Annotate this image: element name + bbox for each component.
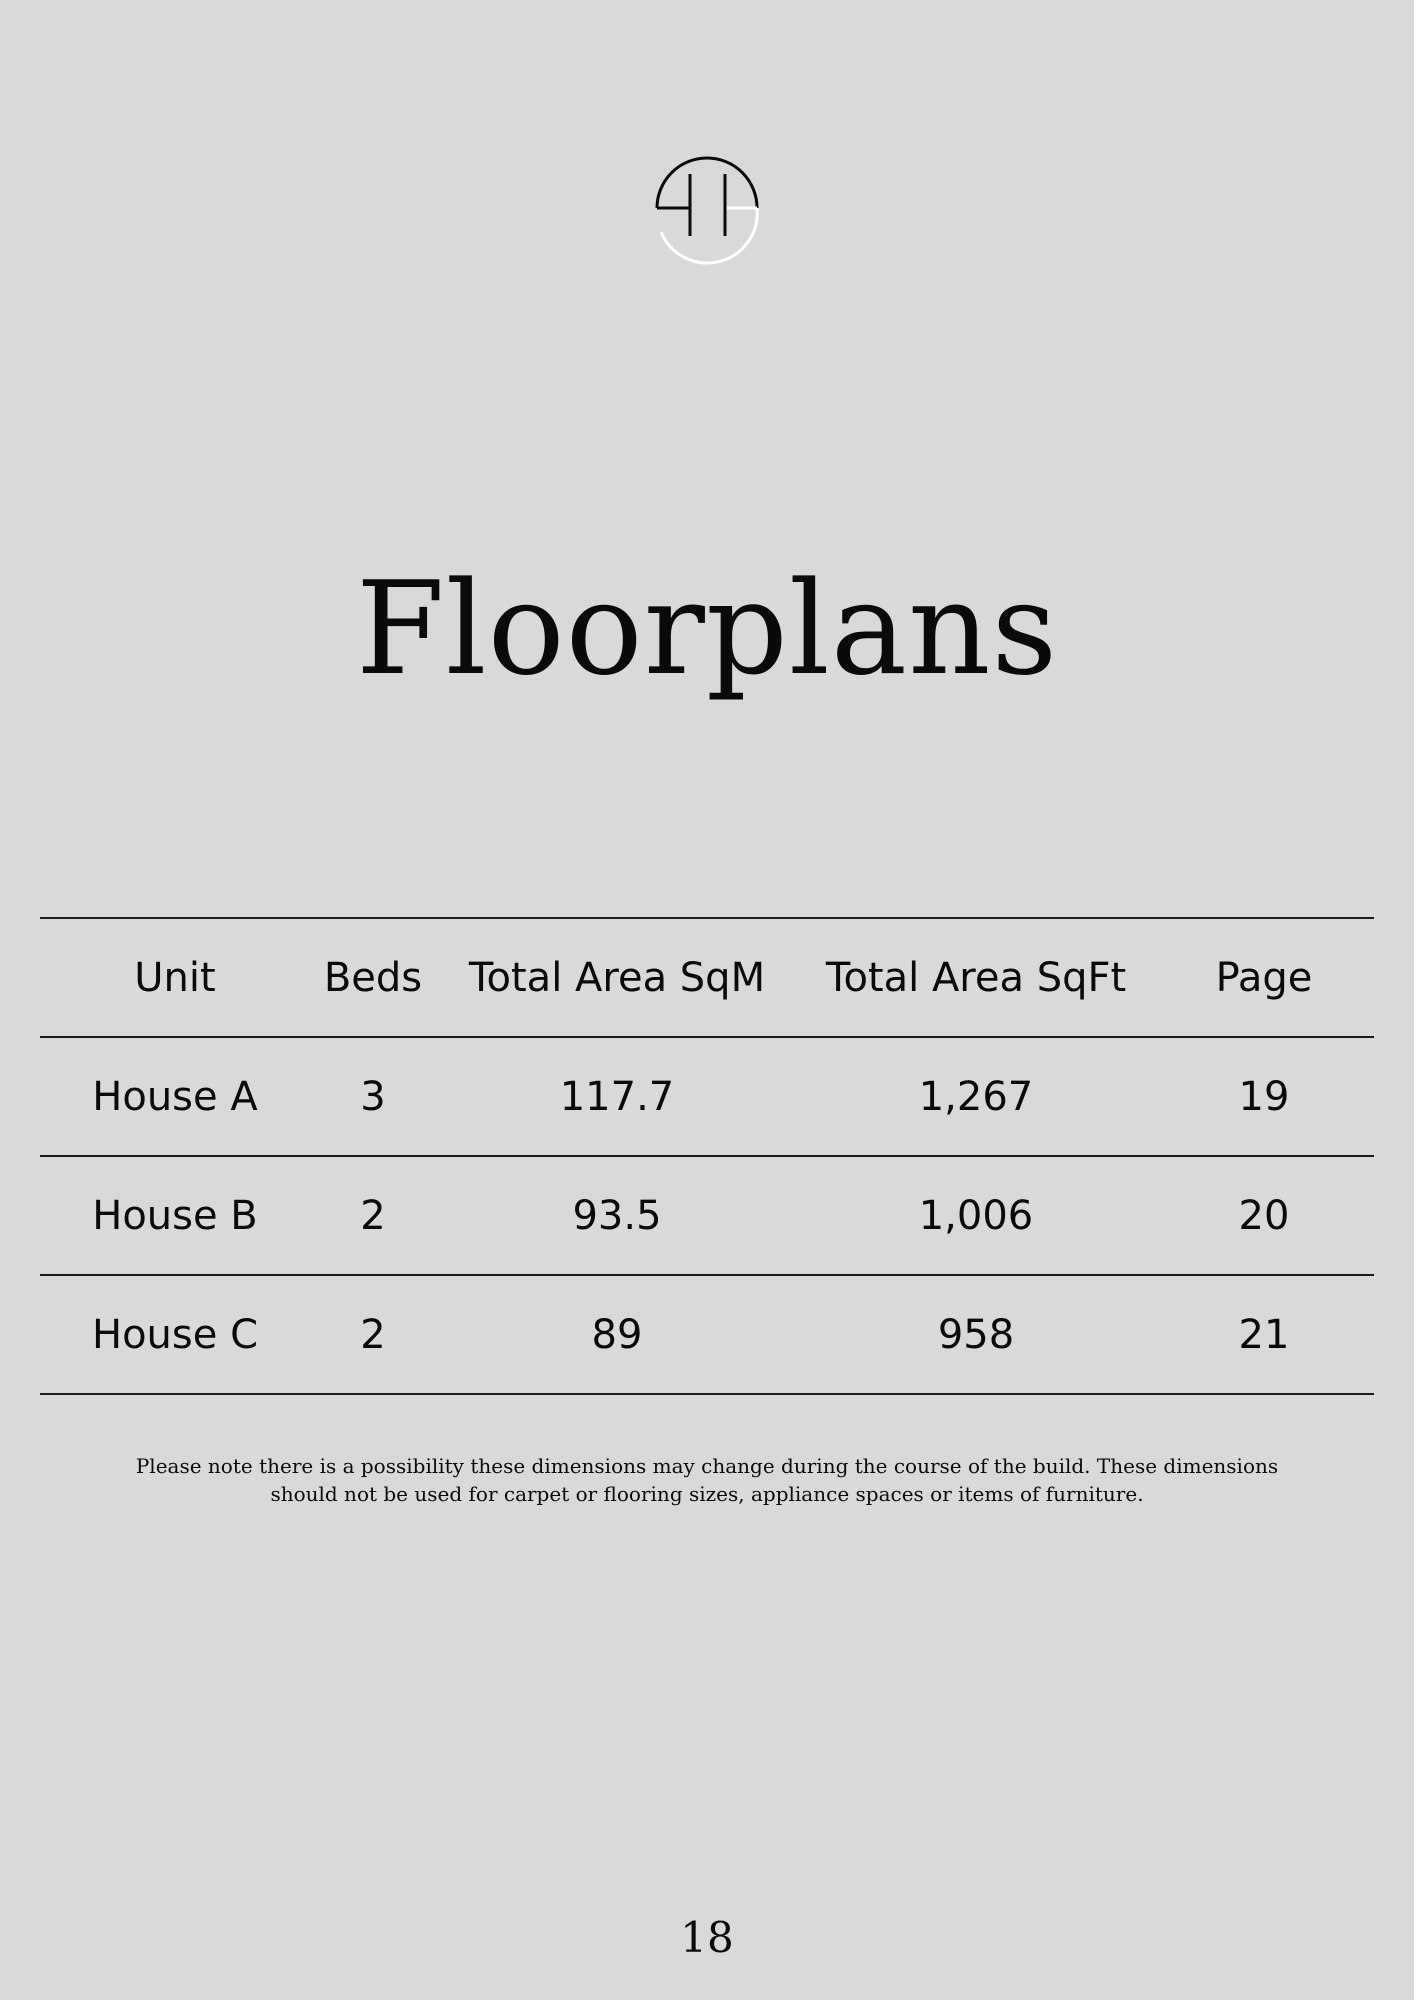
page-number: 18	[680, 1913, 734, 1962]
table-row	[40, 1037, 1374, 1156]
cell-unit: House B	[40, 1156, 310, 1275]
header-unit: Unit	[40, 918, 310, 1037]
floorplans-table	[40, 917, 1374, 1395]
cell-sqft: 958	[798, 1275, 1154, 1394]
cell-page: 21	[1154, 1275, 1374, 1394]
cell-sqm: 93.5	[436, 1156, 798, 1275]
cell-beds: 2	[310, 1156, 436, 1275]
header-total-area-sqm: Total Area SqM	[436, 918, 798, 1037]
cell-unit: House C	[40, 1275, 310, 1394]
cell-sqm: 89	[436, 1275, 798, 1394]
cell-sqft: 1,267	[798, 1037, 1154, 1156]
sh-monogram-logo-icon	[647, 150, 769, 272]
table-row	[40, 1156, 1374, 1275]
cell-sqft: 1,006	[798, 1156, 1154, 1275]
table-header-row	[40, 918, 1374, 1037]
table-row	[40, 1275, 1374, 1394]
cell-sqm: 117.7	[436, 1037, 798, 1156]
cell-unit: House A	[40, 1037, 310, 1156]
cell-beds: 3	[310, 1037, 436, 1156]
disclaimer-line-2: should not be used for carpet or flooring sizes, appliance spaces or items of furniture.	[270, 1482, 1144, 1506]
cell-page: 20	[1154, 1156, 1374, 1275]
cell-page: 19	[1154, 1037, 1374, 1156]
page-title: Floorplans	[355, 555, 1059, 704]
cell-beds: 2	[310, 1275, 436, 1394]
header-beds: Beds	[310, 918, 436, 1037]
header-page: Page	[1154, 918, 1374, 1037]
disclaimer-note	[100, 1452, 1314, 1508]
disclaimer-line-1: Please note there is a possibility these dimensions may change during the course of the build. These dimensions	[135, 1454, 1279, 1478]
header-total-area-sqft: Total Area SqFt	[798, 918, 1154, 1037]
